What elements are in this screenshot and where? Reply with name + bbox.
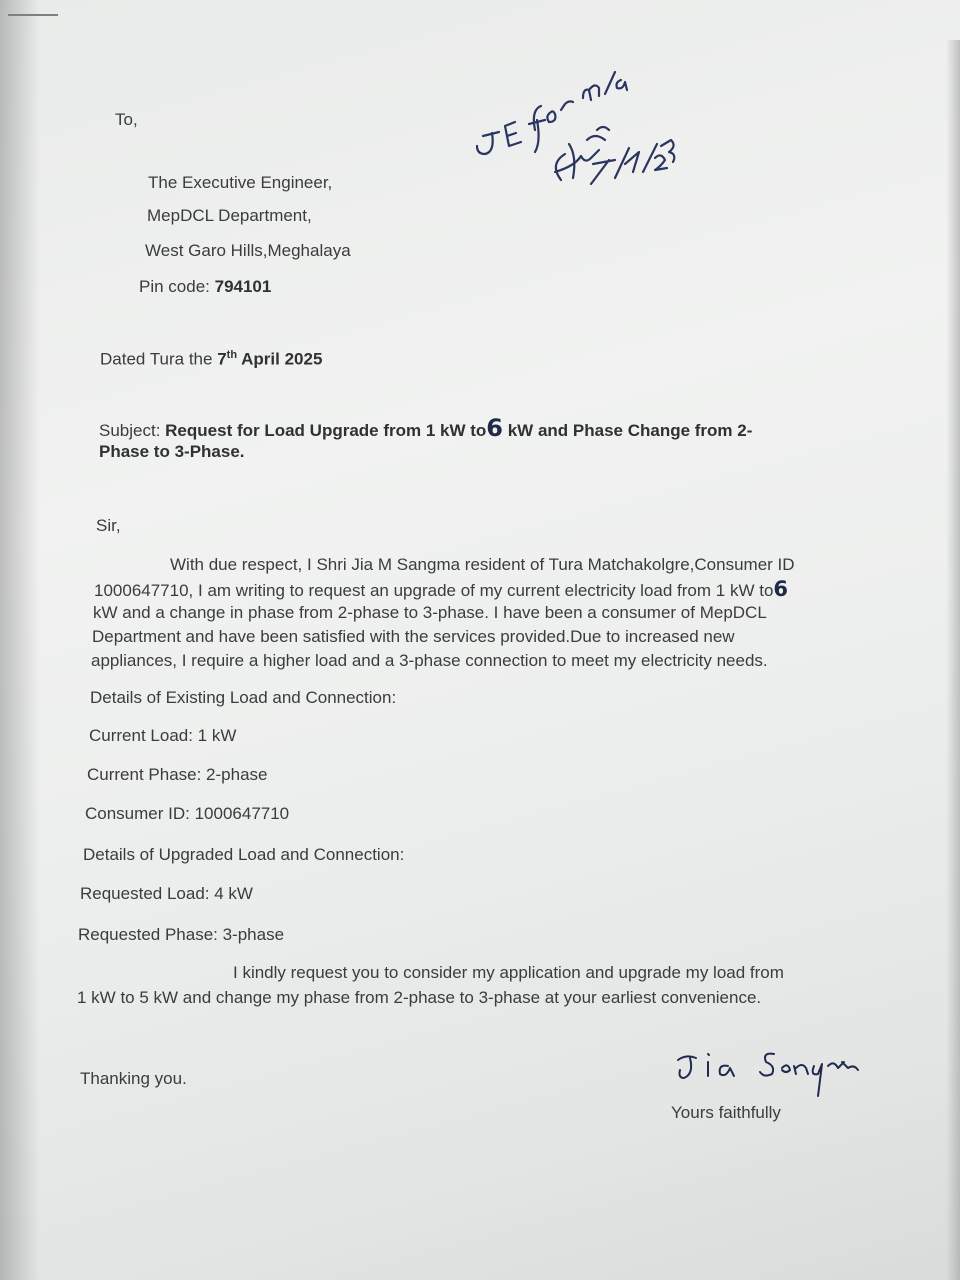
handwritten-correction-body: 6 — [773, 577, 789, 601]
page-shadow — [0, 0, 40, 1280]
date-day: 7 — [217, 349, 227, 369]
date-prefix: Dated Tura the — [100, 349, 218, 369]
upgraded-heading: Details of Upgraded Load and Connection: — [83, 845, 405, 864]
thanks-line: Thanking you. — [80, 1069, 187, 1088]
subject-text-1: Request for Load Upgrade from 1 kW to — [165, 421, 487, 440]
subject-line-2: Phase to 3-Phase. — [99, 442, 245, 461]
paragraph-line-2 — [94, 579, 788, 601]
existing-heading: Details of Existing Load and Connection: — [90, 688, 397, 707]
paragraph-line-5: appliances, I require a higher load and a 3-phase connection to meet my electricity needs. — [91, 651, 768, 670]
pin-value: 794101 — [214, 277, 272, 296]
handwritten-correction: 6 — [486, 414, 503, 442]
date-suffix: th — [226, 349, 238, 361]
page-edge — [946, 40, 960, 1280]
signoff-line: Yours faithfully — [671, 1103, 781, 1122]
recipient-pin — [139, 277, 271, 297]
closing-line-2: 1 kW to 5 kW and change my phase from 2-phase to 3-phase at your earliest convenience. — [77, 988, 762, 1007]
paragraph-line-3: kW and a change in phase from 2-phase to 3-phase. I have been a consumer of MepDCL — [93, 603, 767, 622]
upgraded-load: Requested Load: 4 kW — [80, 884, 253, 903]
existing-phase: Current Phase: 2-phase — [87, 765, 268, 784]
closing-line-1: I kindly request you to consider my application and upgrade my load from — [233, 963, 784, 982]
signature — [672, 1040, 872, 1100]
recipient-department: MepDCL Department, — [147, 206, 312, 225]
salutation: Sir, — [96, 516, 121, 535]
pin-label: Pin code: — [139, 277, 215, 296]
subject-line-1 — [99, 414, 753, 442]
recipient-title: The Executive Engineer, — [148, 173, 333, 192]
paragraph-line-4: Department and have been satisfied with the services provided.Due to increased new — [92, 627, 735, 646]
recipient-location: West Garo Hills,Meghalaya — [145, 241, 351, 260]
existing-consumer-id: Consumer ID: 1000647710 — [85, 804, 290, 823]
date-rest: April 2025 — [237, 349, 323, 369]
officer-annotation — [465, 60, 685, 220]
letter-date — [100, 345, 322, 370]
to-line: To, — [115, 110, 138, 129]
subject-text-2: kW and Phase Change from 2- — [503, 421, 753, 440]
subject-label: Subject: — [99, 421, 166, 440]
existing-load: Current Load: 1 kW — [89, 726, 237, 745]
pen-mark — [8, 14, 58, 16]
upgraded-phase: Requested Phase: 3-phase — [78, 925, 285, 944]
paragraph-line-2-text: 1000647710, I am writing to request an upgrade of my current electricity load from 1 kW to — [94, 581, 774, 600]
paragraph-line-1: With due respect, I Shri Jia M Sangma resident of Tura Matchakolgre,Consumer ID — [170, 555, 795, 574]
